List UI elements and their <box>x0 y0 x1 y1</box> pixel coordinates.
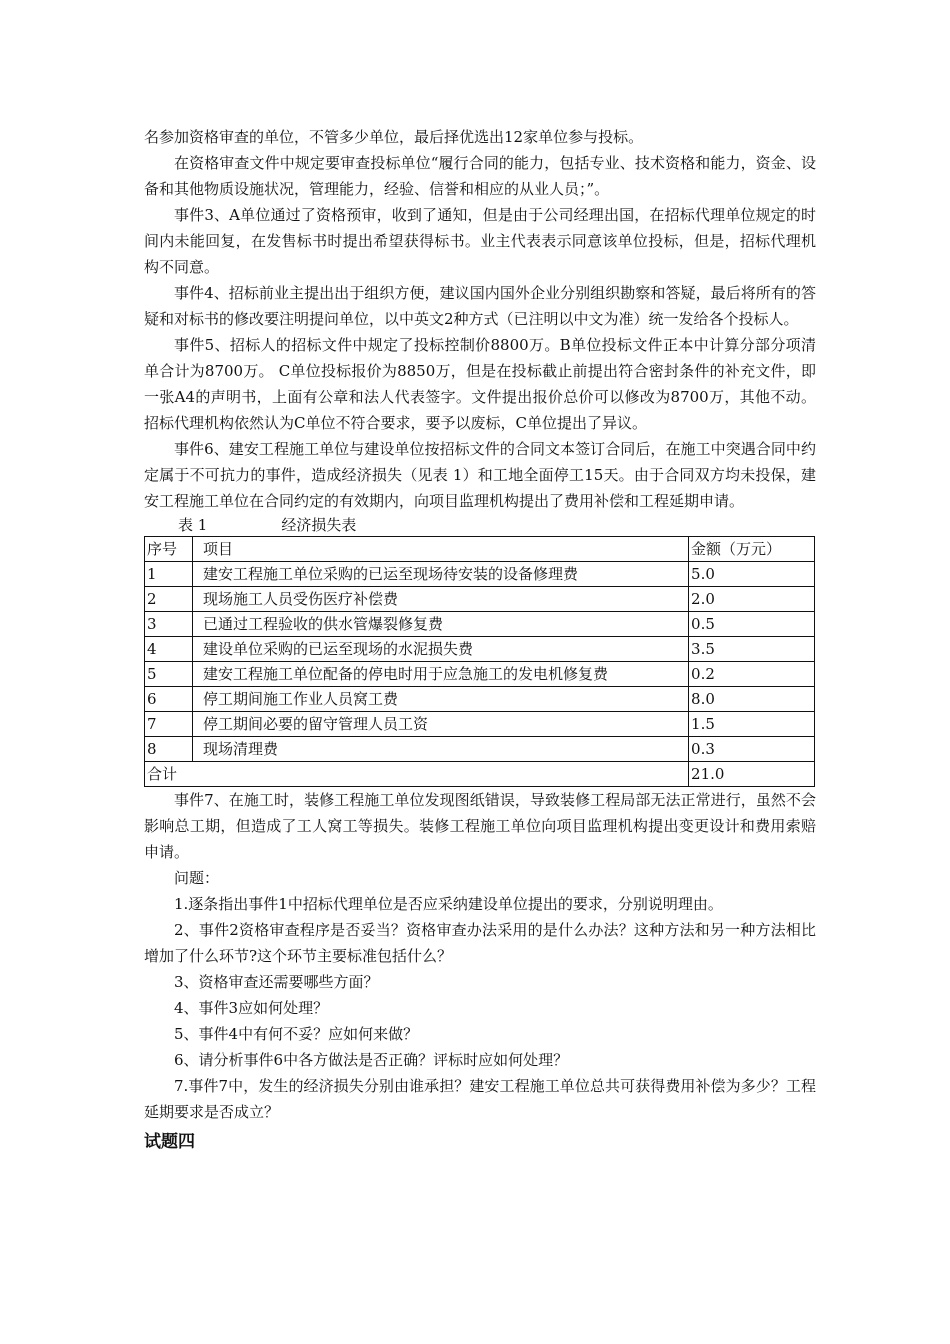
paragraph: 事件5、招标人的招标文件中规定了投标控制价8800万。B单位投标文件正本中计算分部分项清单合计为8700万。 C单位投标报价为8850万，但是在投标截止前提出符合密封条件的补充文件，即一张A4的声明书，上面有公章和法人代表签字。文件提出报价总价可以修改为8700万，其他不动。招标代理机构依然认为C单位不符合要求，要予以废标，C单位提出了异议。 <box>144 336 816 432</box>
row-index: 6 <box>145 687 193 712</box>
paragraph: 名参加资格审查的单位，不管多少单位，最后择优选出12家单位参与投标。 <box>144 128 644 146</box>
table-row <box>145 612 815 637</box>
paragraph: 事件4、招标前业主提出出于组织方便，建议国内国外企业分别组织勘察和答疑，最后将所有的答疑和对标书的修改要注明提问单位，以中英文2种方式（已注明以中文为准）统一发给各个投标人。 <box>144 284 816 328</box>
table-caption <box>144 514 816 536</box>
questions-label: 问题： <box>174 869 220 887</box>
question-item: 5、事件4中有何不妥？应如何来做？ <box>174 1025 419 1043</box>
row-amount: 5.0 <box>689 562 815 587</box>
row-amount: 2.0 <box>689 587 815 612</box>
table-row <box>145 662 815 687</box>
table-header-row <box>145 537 815 562</box>
paragraph: 事件7、在施工时，装修工程施工单位发现图纸错误，导致装修工程局部无法正常进行，虽然不会影响总工期，但造成了工人窝工等损失。装修工程施工单位向项目监理机构提出变更设计和费用索赔申请。 <box>144 791 816 861</box>
row-index: 8 <box>145 737 193 762</box>
table-total-row <box>145 762 815 787</box>
question-item: 4、事件3应如何处理？ <box>174 999 329 1017</box>
header-cell: 金额（万元） <box>689 537 815 562</box>
table-row <box>145 562 815 587</box>
table-caption-label: 表 1 <box>178 516 208 534</box>
total-value: 21.0 <box>689 762 815 787</box>
paragraph: 事件3、A单位通过了资格预审，收到了通知，但是由于公司经理出国，在招标代理单位规定的时间内未能回复，在发售标书时提出希望获得标书。业主代表表示同意该单位投标，但是，招标代理机构不同意。 <box>144 206 816 276</box>
table-row <box>145 737 815 762</box>
paragraph: 事件6、建安工程施工单位与建设单位按招标文件的合同文本签订合同后，在施工中突遇合同中约定属于不可抗力的事件，造成经济损失（见表 1）和工地全面停工15天。由于合同双方均未投保，建安工程施工单位在合同约定的有效期内，向项目监理机构提出了费用补偿和工程延期申请。 <box>144 440 816 510</box>
row-amount: 0.2 <box>689 662 815 687</box>
document-page <box>144 124 816 1155</box>
table-caption-title: 经济损失表 <box>281 516 357 534</box>
total-label: 合计 <box>145 762 689 787</box>
row-amount: 3.5 <box>689 637 815 662</box>
table-row <box>145 687 815 712</box>
table-row <box>145 587 815 612</box>
row-amount: 0.3 <box>689 737 815 762</box>
row-item: 建安工程施工单位采购的已运至现场待安装的设备修理费 <box>193 562 689 587</box>
question-item: 2、事件2资格审查程序是否妥当？资格审查办法采用的是什么办法？这种方法和另一种方法相比增加了什么环节?这个环节主要标准包括什么？ <box>144 921 816 965</box>
row-index: 7 <box>145 712 193 737</box>
header-cell: 序号 <box>145 537 193 562</box>
row-index: 3 <box>145 612 193 637</box>
question-item: 3、资格审查还需要哪些方面？ <box>174 973 379 991</box>
table-row <box>145 712 815 737</box>
row-item: 停工期间必要的留守管理人员工资 <box>193 712 689 737</box>
row-index: 2 <box>145 587 193 612</box>
row-item: 现场清理费 <box>193 737 689 762</box>
question-item: 7.事件7中，发生的经济损失分别由谁承担？建安工程施工单位总共可获得费用补偿为多少？工程延期要求是否成立？ <box>144 1077 816 1121</box>
section-heading: 试题四 <box>144 1132 195 1152</box>
row-amount: 8.0 <box>689 687 815 712</box>
header-cell: 项目 <box>193 537 689 562</box>
question-item: 6、请分析事件6中各方做法是否正确？评标时应如何处理？ <box>174 1051 569 1069</box>
row-index: 5 <box>145 662 193 687</box>
row-item: 现场施工人员受伤医疗补偿费 <box>193 587 689 612</box>
row-item: 建安工程施工单位配备的停电时用于应急施工的发电机修复费 <box>193 662 689 687</box>
question-item: 1.逐条指出事件1中招标代理单位是否应采纳建设单位提出的要求，分别说明理由。 <box>174 895 723 913</box>
row-index: 4 <box>145 637 193 662</box>
row-amount: 0.5 <box>689 612 815 637</box>
row-amount: 1.5 <box>689 712 815 737</box>
row-item: 已通过工程验收的供水管爆裂修复费 <box>193 612 689 637</box>
row-item: 停工期间施工作业人员窝工费 <box>193 687 689 712</box>
row-index: 1 <box>145 562 193 587</box>
row-item: 建设单位采购的已运至现场的水泥损失费 <box>193 637 689 662</box>
paragraph: 在资格审查文件中规定要审查投标单位“履行合同的能力，包括专业、技术资格和能力，资金、设备和其他物质设施状况，管理能力，经验、信誉和相应的从业人员；”。 <box>144 154 816 198</box>
economic-loss-table <box>144 536 815 787</box>
table-row <box>145 637 815 662</box>
